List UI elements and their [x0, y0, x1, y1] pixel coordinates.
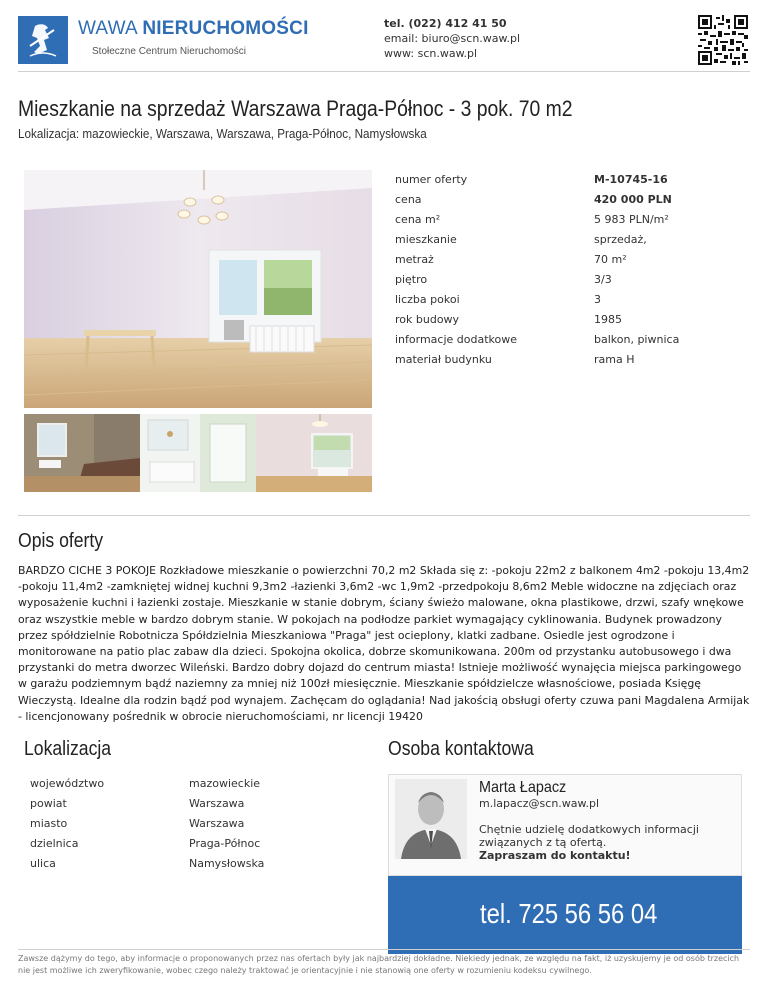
detail-value: M-10745-16	[594, 173, 668, 186]
agency-contact	[384, 16, 520, 61]
detail-label: liczba pokoi	[395, 293, 460, 306]
detail-row-offer-number	[390, 170, 750, 190]
contact-name: Marta Łapacz	[479, 779, 567, 796]
description-heading: Opis oferty	[18, 530, 104, 552]
disclaimer: Zawsze dążymy do tego, aby informacje o proponowanych przez nas ofertach były jak najbardziej dokładne. Niekiedy jednak, ze względu na fakt, iż uzyskujemy je od osób trzecich nie jest możliwe ich zweryfikowanie, wobec czego należy traktować je orientacyjnie i nie stanowią one oferty w rozumieniu kodeksu cywilnego.	[18, 954, 740, 975]
detail-label: informacje dodatkowe	[395, 333, 518, 346]
offer-location: Lokalizacja: mazowieckie, Warszawa, Warszawa, Praga-Północ, Namysłowska	[18, 126, 427, 141]
detail-label: mieszkanie	[395, 233, 457, 246]
location-row	[24, 814, 374, 834]
location-row	[24, 774, 374, 794]
detail-row-area	[390, 250, 750, 270]
location-row	[24, 834, 374, 854]
detail-row-year-built	[390, 310, 750, 330]
detail-row-price	[390, 190, 750, 210]
detail-row-type	[390, 230, 750, 250]
main-photo[interactable]	[24, 170, 372, 408]
contact-phone[interactable]: tel. 725 56 56 04	[480, 898, 658, 929]
detail-value: rama H	[594, 353, 635, 366]
location-value: Warszawa	[189, 797, 245, 810]
gallery-thumbnail[interactable]	[24, 414, 140, 492]
contact-phone-box[interactable]	[388, 876, 742, 954]
detail-label: rok budowy	[395, 313, 460, 326]
detail-row-material	[390, 350, 750, 370]
detail-value: 420 000 PLN	[594, 193, 672, 206]
location-value: Namysłowska	[189, 857, 265, 870]
detail-value: 70 m²	[594, 253, 627, 266]
detail-row-price-per-m2	[390, 210, 750, 230]
detail-value: 3/3	[594, 273, 612, 286]
contact-email[interactable]: m.lapacz@scn.waw.pl	[479, 797, 600, 810]
location-label: województwo	[30, 777, 105, 790]
detail-label: cena m²	[395, 213, 441, 226]
offer-title: Mieszkanie na sprzedaż Warszawa Praga-Północ - 3 pok. 70 m2	[18, 96, 573, 121]
location-table	[24, 774, 374, 874]
section-divider	[18, 515, 750, 516]
gallery-thumbnail[interactable]	[256, 414, 372, 492]
location-label: dzielnica	[30, 837, 79, 850]
location-heading: Lokalizacja	[24, 738, 112, 760]
brand-tagline: Stołeczne Centrum Nieruchomości	[92, 46, 246, 57]
detail-row-rooms	[390, 290, 750, 310]
contact-cta: Zapraszam do kontaktu!	[479, 849, 631, 862]
detail-label: materiał budynku	[395, 353, 492, 366]
agency-www: www: scn.waw.pl	[384, 47, 478, 60]
contact-info	[479, 823, 729, 862]
detail-value: balkon, piwnica	[594, 333, 680, 346]
detail-row-extras	[390, 330, 750, 350]
detail-label: numer oferty	[395, 173, 468, 186]
contact-info-text: Chętnie udzielę dodatkowych informacji związanych z tą ofertą.	[479, 823, 699, 849]
detail-label: cena	[395, 193, 422, 206]
contact-heading: Osoba kontaktowa	[388, 738, 534, 760]
agency-phone: tel. (022) 412 41 50	[384, 17, 507, 30]
detail-label: piętro	[395, 273, 428, 286]
detail-value: 1985	[594, 313, 622, 326]
location-row	[24, 854, 374, 874]
location-row	[24, 794, 374, 814]
logo	[18, 16, 68, 64]
detail-value: 5 983 PLN/m²	[594, 213, 669, 226]
location-value: Warszawa	[189, 817, 245, 830]
location-label: ulica	[30, 857, 56, 870]
detail-label: metraż	[395, 253, 434, 266]
location-label: miasto	[30, 817, 68, 830]
header-divider	[18, 71, 750, 72]
location-value: Praga-Północ	[189, 837, 261, 850]
avatar	[395, 779, 467, 859]
brand-name: WAWA NIERUCHOMOŚCI	[78, 18, 309, 39]
gallery-thumbnail[interactable]	[140, 414, 256, 492]
offer-details-table	[390, 170, 750, 370]
detail-row-floor	[390, 270, 750, 290]
qr-code-icon	[698, 15, 748, 65]
detail-value: sprzedaż,	[594, 233, 647, 246]
location-label: powiat	[30, 797, 67, 810]
description-text: BARDZO CICHE 3 POKOJE Rozkładowe mieszkanie o powierzchni 70,2 m2 Składa się z: -pokoju 22m2 z balkonem 4m2 -pokoju 13,4m2 -pokoju 11,4m2 -zamkniętej widnej kuchni 9,3m2 -łazienki 3,6m2 -wc 1,9m2 -przedpokoju 8,6m2 Meble widoczne na zdjęciach oraz wyposażenie kuchni i łazienki zostaje. Mieszkanie w stanie dobrym, ściany świeżo malowane, okna plastikowe, drzwi, szafy wnękowe oraz wszystkie meble w bardzo dobrym stanie. W pokojach na podłodze parkiet wymagający cyklinowania. Budynek prowadzony przez spółdzielnie Robotnicza Spółdzielnia Mieszkaniowa "Praga" jest ocieplony, klatki zadbane. Osiedle jest ogrodzone i monitorowane na patio plac zabaw dla dzieci. Spokojna okolica, dobrze skomunikowana. 200m od przystanku autobusowego i dwa przystanki do metra dworzec Wileński. Bardzo dobry dojazd do centrum miasta! Istnieje możliwość wynajęcia miejsca parkingowego w garażu podziemnym bądź naziemny za mniej niż 100zł miesięcznie. Mieszkanie spółdzielcze własnościowe, posiada Księgę Wieczystą. Idealne dla rodzin bądź pod wynajem. Zachęcam do oglądania! Nad jakością obsługi oferty czuwa pani Magdalena Armijak - licencjonowany pośrednik w obrocie nieruchomościami, nr licencji 19420	[18, 564, 750, 723]
location-value: mazowieckie	[189, 777, 261, 790]
detail-value: 3	[594, 293, 601, 306]
footer-divider	[18, 949, 750, 950]
agency-email: email: biuro@scn.waw.pl	[384, 32, 521, 45]
contact-card	[388, 774, 742, 876]
